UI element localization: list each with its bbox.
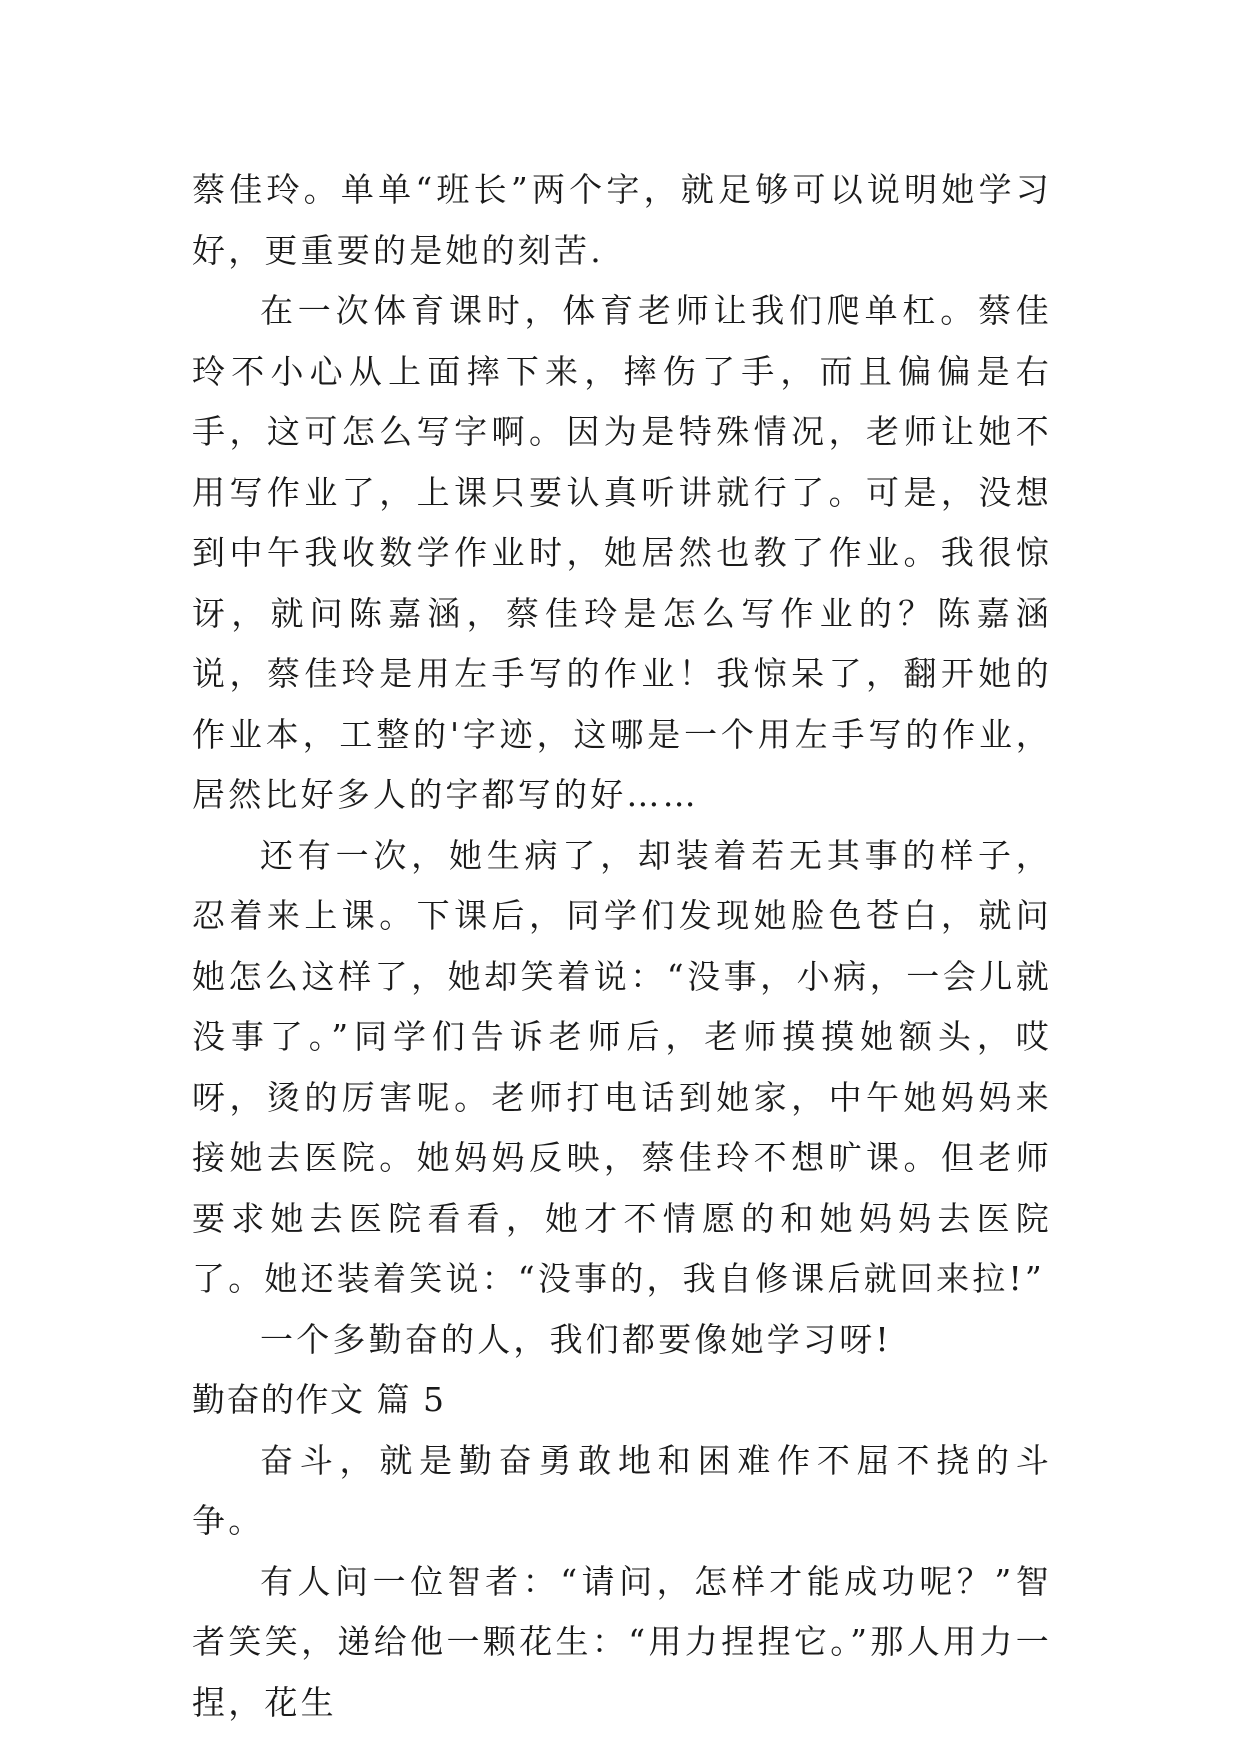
section-title: 勤奋的作文 篇 5 [192,1380,446,1419]
section-paragraph-intro: 奋斗，就是勤奋勇敢地和困难作不屈不挠的斗争。 [192,1440,1052,1540]
paragraph-injury-story: 在一次体育课时，体育老师让我们爬单杠。蔡佳玲不小心从上面摔下来，摔伤了手，而且偏偏是右手，这可怎么写字啊。因为是特殊情况，老师让她不用写作业了，上课只要认真听讲就行了。可是，没想到中午我收数学作业时，她居然也教了作业。我很惊讶，就问陈嘉涵，蔡佳玲是怎么写作业的？陈嘉涵说，蔡佳玲是用左手写的作业！我惊呆了，翻开她的作业本，工整的'字迹，这哪是一个用左手写的作业，居然比好多人的字都写的好…… [192,291,1052,814]
paragraph-continuation: 蔡佳玲。单单“班长”两个字，就足够可以说明她学习好，更重要的是她的刻苦. [192,170,1052,270]
paragraph-illness-story: 还有一次，她生病了，却装着若无其事的样子，忍着来上课。下课后，同学们发现她脸色苍白，就问她怎么这样了，她却笑着说：“没事，小病，一会儿就没事了。”同学们告诉老师后，老师摸摸她额头，哎呀，烫的厉害呢。老师打电话到她家，中午她妈妈来接她去医院。她妈妈反映，蔡佳玲不想旷课。但老师要求她去医院看看，她才不情愿的和她妈妈去医院了。她还装着笑说：“没事的，我自修课后就回来拉!” [192,835,1052,1298]
section-paragraph-story: 有人问一位智者：“请问，怎样才能成功呢？”智者笑笑，递给他一颗花生：“用力捏捏它。”那人用力一捏，花生 [192,1561,1052,1722]
document-body [192,160,1052,1733]
paragraph-conclusion: 一个多勤奋的人，我们都要像她学习呀! [260,1319,892,1359]
